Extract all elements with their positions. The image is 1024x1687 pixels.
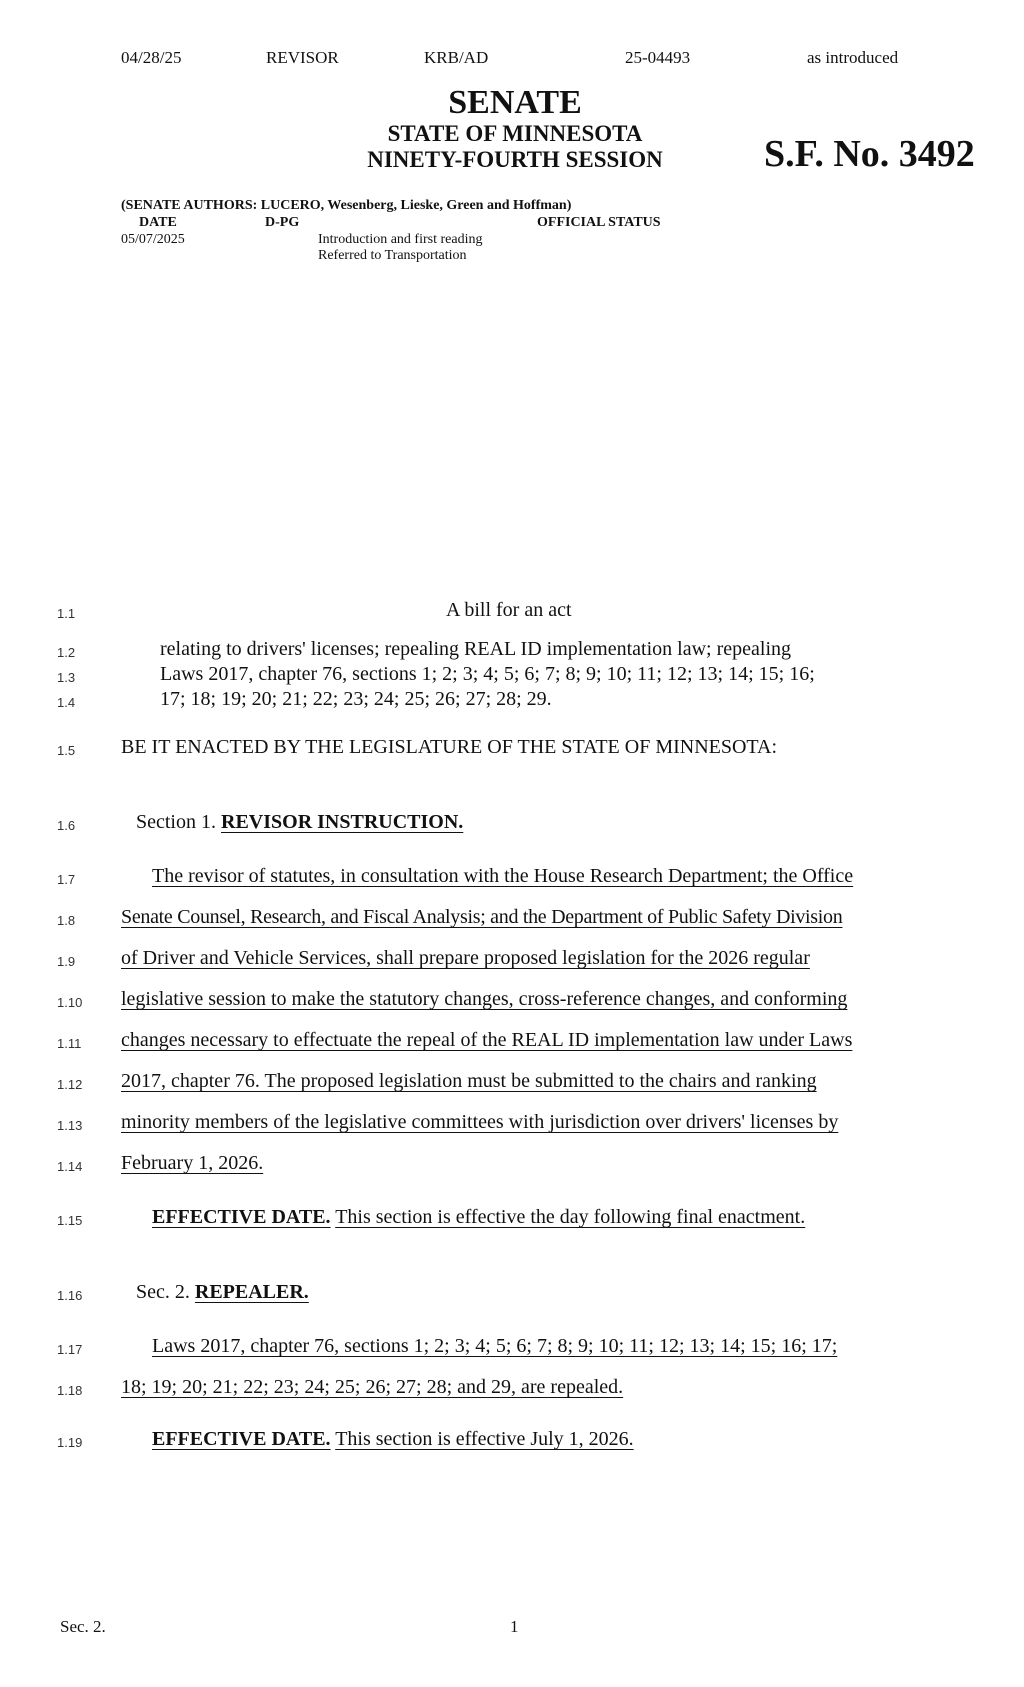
line-number: 1.10 — [57, 995, 83, 1010]
line-number: 1.12 — [57, 1077, 83, 1092]
status-row-action-1: Introduction and first reading — [318, 232, 483, 247]
enacting-clause: BE IT ENACTED BY THE LEGISLATURE OF THE STATE OF MINNESOTA: — [121, 736, 778, 758]
section-1-heading — [136, 811, 463, 834]
line-number: 1.13 — [57, 1118, 83, 1133]
section-1-effective-date — [152, 1206, 805, 1229]
status-row-date: 05/07/2025 — [121, 232, 185, 247]
line-number: 1.5 — [57, 743, 76, 758]
header-revisor: REVISOR — [266, 48, 339, 67]
header-doc-number: 25-04493 — [625, 48, 691, 67]
line-number: 1.3 — [57, 670, 76, 685]
status-row-action-2: Referred to Transportation — [318, 248, 467, 263]
subject-line: 17; 18; 19; 20; 21; 22; 23; 24; 25; 26; 27; 28; 29. — [160, 688, 552, 710]
session-title: NINETY-FOURTH SESSION — [367, 147, 663, 172]
line-number: 1.7 — [57, 872, 76, 887]
line-number: 1.16 — [57, 1288, 83, 1303]
section-1-text: minority members of the legislative committees with jurisdiction over drivers' licenses by — [121, 1111, 839, 1133]
status-col-date: DATE — [139, 215, 177, 230]
status-col-official: OFFICIAL STATUS — [537, 215, 661, 230]
line-number: 1.14 — [57, 1159, 83, 1174]
state-title: STATE OF MINNESOTA — [387, 121, 643, 146]
header-version: as introduced — [807, 48, 899, 67]
section-2-effective-date — [152, 1428, 634, 1451]
line-number: 1.8 — [57, 913, 76, 928]
status-col-dpg: D-PG — [265, 215, 300, 230]
section-2-heading — [136, 1281, 309, 1304]
line-number: 1.15 — [57, 1213, 83, 1228]
line-number: 1.9 — [57, 954, 76, 969]
line-number: 1.11 — [57, 1036, 82, 1051]
subject-line: Laws 2017, chapter 76, sections 1; 2; 3; 4; 5; 6; 7; 8; 9; 10; 11; 12; 13; 14; 15; 16; — [160, 663, 815, 685]
section-label: Section 1. — [136, 811, 216, 833]
chamber-title: SENATE — [448, 84, 582, 121]
bill-number: S.F. No. 3492 — [764, 133, 975, 175]
line-number: 1.18 — [57, 1383, 83, 1398]
section-1-text: changes necessary to effectuate the repeal of the REAL ID implementation law under Laws — [121, 1029, 853, 1051]
section-1-text: of Driver and Vehicle Services, shall prepare proposed legislation for the 2026 regular — [121, 947, 810, 969]
line-number: 1.19 — [57, 1435, 83, 1450]
act-title: A bill for an act — [446, 599, 572, 621]
header-initials: KRB/AD — [424, 48, 489, 67]
header-date: 04/28/25 — [121, 48, 182, 67]
effective-date-text: This section is effective July 1, 2026. — [335, 1428, 634, 1450]
section-1-text: The revisor of statutes, in consultation with the House Research Department; the Office — [152, 865, 854, 887]
section-1-text: February 1, 2026. — [121, 1152, 264, 1174]
section-heading: REVISOR INSTRUCTION. — [221, 811, 464, 833]
line-number: 1.2 — [57, 645, 76, 660]
line-number: 1.6 — [57, 818, 76, 833]
section-1-text: legislative session to make the statutory changes, cross-reference changes, and conforming — [121, 988, 848, 1010]
effective-date-text: This section is effective the day following final enactment. — [335, 1206, 806, 1228]
section-1-text: Senate Counsel, Research, and Fiscal Analysis; and the Department of Public Safety Division — [121, 906, 843, 928]
section-2-text: 18; 19; 20; 21; 22; 23; 24; 25; 26; 27; 28; and 29, are repealed. — [121, 1376, 624, 1398]
line-number: 1.4 — [57, 695, 76, 710]
effective-date-label: EFFECTIVE DATE. — [152, 1428, 331, 1450]
section-1-text: 2017, chapter 76. The proposed legislation must be submitted to the chairs and ranking — [121, 1070, 817, 1092]
line-number: 1.1 — [57, 606, 76, 621]
line-number: 1.17 — [57, 1342, 83, 1357]
footer-page-number: 1 — [510, 1617, 519, 1636]
section-heading: REPEALER. — [194, 1281, 309, 1303]
section-label: Sec. 2. — [136, 1281, 190, 1303]
effective-date-label: EFFECTIVE DATE. — [152, 1206, 331, 1228]
section-2-text: Laws 2017, chapter 76, sections 1; 2; 3; 4; 5; 6; 7; 8; 9; 10; 11; 12; 13; 14; 15; 16; 17; — [152, 1335, 838, 1357]
subject-line: relating to drivers' licenses; repealing REAL ID implementation law; repealing — [160, 638, 791, 660]
footer-section: Sec. 2. — [60, 1617, 106, 1636]
authors-line: (SENATE AUTHORS: LUCERO, Wesenberg, Lieske, Green and Hoffman) — [121, 198, 572, 213]
